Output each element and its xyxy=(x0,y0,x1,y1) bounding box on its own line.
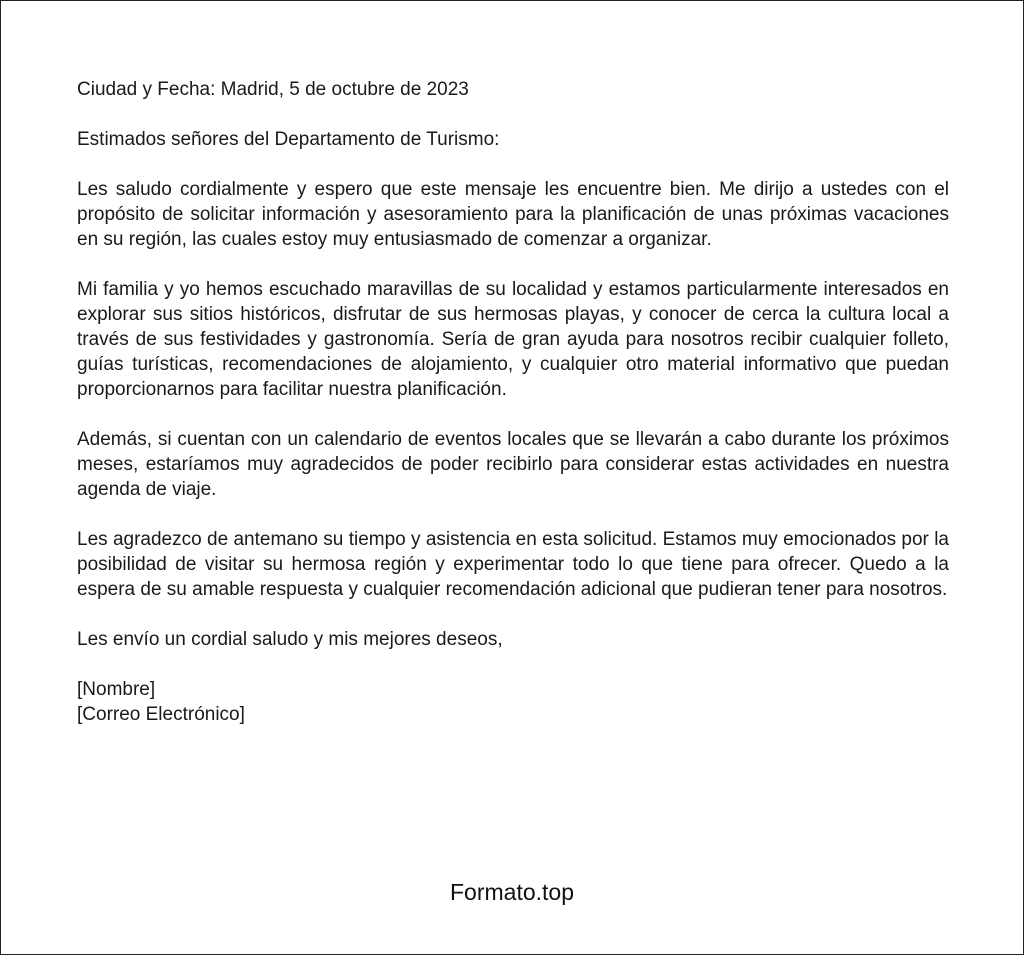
closing-line: Les envío un cordial saludo y mis mejores deseos, xyxy=(77,629,503,650)
footer-site-label: Formato.top xyxy=(450,879,574,905)
signature-name: [Nombre] xyxy=(77,679,156,700)
paragraph-1: Les saludo cordialmente y espero que este mensaje les encuentre bien. Me dirijo a ustedes con el propósito de solicitar información y asesoramiento para la planificación de unas próximas vacaciones en su región, las cuales estoy muy entusiasmado de comenzar a organizar. xyxy=(77,179,949,250)
paragraph-3: Además, si cuentan con un calendario de eventos locales que se llevarán a cabo durante los próximos meses, estaríamos muy agradecidos de poder recibirlo para considerar estas actividades en nuestra agenda de viaje. xyxy=(77,429,949,500)
paragraph-4: Les agradezco de antemano su tiempo y asistencia en esta solicitud. Estamos muy emocionados por la posibilidad de visitar su hermosa región y experimentar todo lo que tiene para ofrecer. Quedo a la espera de su amable respuesta y cualquier recomendación adicional que pudieran tener para nosotros. xyxy=(77,529,949,600)
signature-email: [Correo Electrónico] xyxy=(77,704,245,725)
signature-block xyxy=(77,677,949,727)
letter-body xyxy=(77,77,949,727)
paragraph-2: Mi familia y yo hemos escuchado maravillas de su localidad y estamos particularmente interesados en explorar sus sitios históricos, disfrutar de sus hermosas playas, y conocer de cerca la cultura local a través de sus festividades y gastronomía. Sería de gran ayuda para nosotros recibir cualquier folleto, guías turísticas, recomendaciones de alojamiento, y cualquier otro material informativo que puedan proporcionarnos para facilitar nuestra planificación. xyxy=(77,279,949,400)
date-line: Ciudad y Fecha: Madrid, 5 de octubre de 2023 xyxy=(77,79,469,100)
salutation: Estimados señores del Departamento de Turismo: xyxy=(77,129,500,150)
